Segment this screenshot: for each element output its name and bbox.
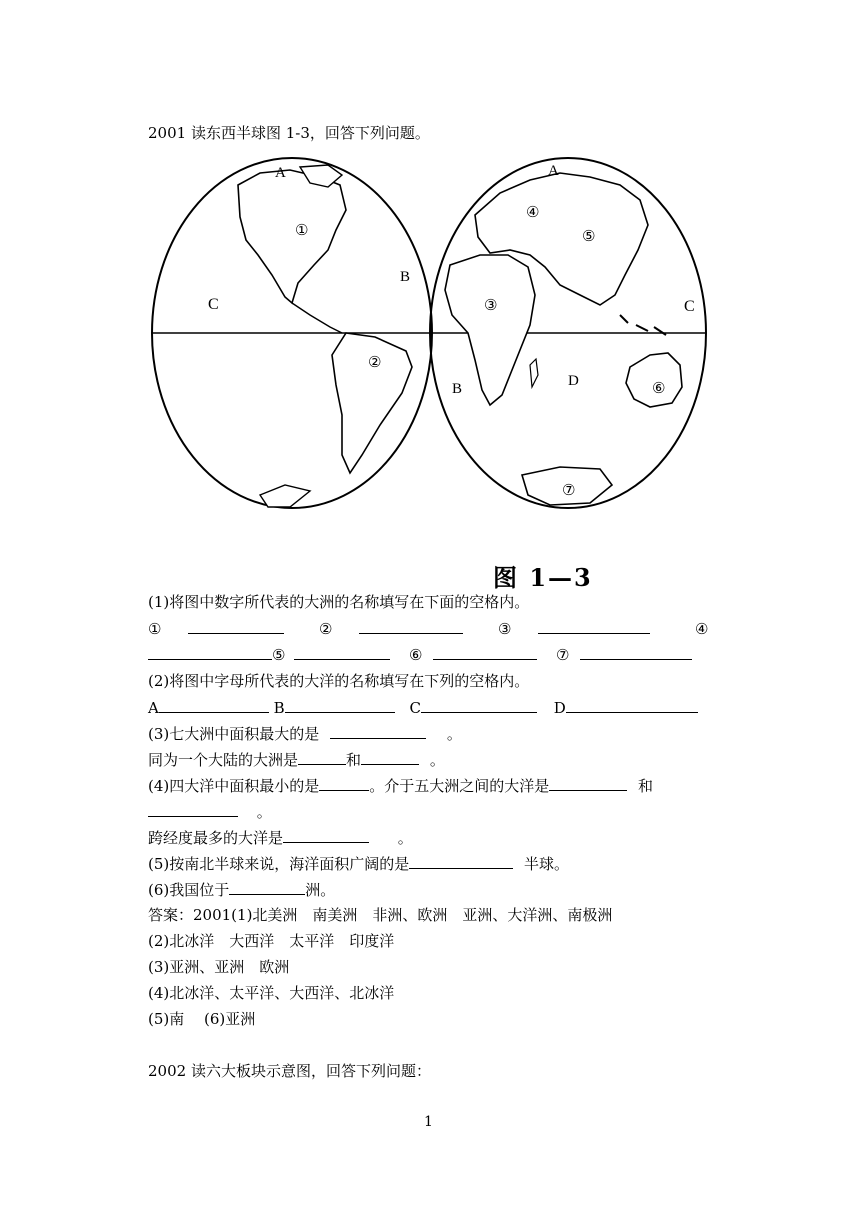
q6-text-a: (6)我国位于 bbox=[148, 881, 230, 899]
q4-line3 bbox=[148, 828, 413, 847]
blank-q4-1[interactable] bbox=[319, 776, 369, 791]
q1-num-2: ② bbox=[319, 620, 333, 638]
map-label-west-c: C bbox=[208, 296, 219, 313]
blank-q3-1[interactable] bbox=[330, 724, 426, 739]
q4-line2 bbox=[148, 802, 272, 821]
map-label-west-b: B bbox=[400, 269, 411, 285]
next-question: 2002 读六大板块示意图，回答下列问题： bbox=[148, 1062, 431, 1080]
blank-5[interactable] bbox=[294, 645, 390, 660]
hemisphere-map bbox=[150, 155, 720, 525]
blank-q6[interactable] bbox=[229, 880, 305, 895]
q1-num-6: ⑥ bbox=[409, 646, 423, 664]
q4-line1 bbox=[148, 776, 710, 795]
q2-label-c: C bbox=[409, 699, 421, 717]
blank-3[interactable] bbox=[538, 619, 650, 634]
q3-text-end: 。 bbox=[446, 725, 462, 743]
blank-q4-3[interactable] bbox=[148, 802, 238, 817]
q2-label-b: B bbox=[273, 699, 285, 717]
q3-line1 bbox=[148, 724, 462, 743]
map-label-east-a: A bbox=[548, 163, 559, 179]
q3-line2 bbox=[148, 750, 445, 769]
map-label-2: ② bbox=[368, 353, 382, 371]
madagascar-shape bbox=[530, 359, 538, 387]
blank-d[interactable] bbox=[566, 698, 698, 713]
q1-num-4: ④ bbox=[695, 620, 709, 638]
q1-row1 bbox=[148, 619, 710, 638]
q4-text-end: 。 bbox=[256, 803, 272, 821]
q6-line bbox=[148, 880, 335, 899]
q1-num-5: ⑤ bbox=[272, 646, 286, 664]
q2-prompt: (2)将图中字母所代表的大洋的名称填写在下列的空格内。 bbox=[148, 672, 530, 690]
q5-line bbox=[148, 854, 569, 873]
map-label-east-b: B bbox=[452, 381, 463, 397]
answer-line-1: 答案：2001(1)北美洲 南美洲 非洲、欧洲 亚洲、大洋洲、南极洲 bbox=[148, 906, 613, 924]
southeast-asia-islands bbox=[620, 315, 666, 335]
map-label-6: ⑥ bbox=[652, 379, 666, 397]
blank-q3-3[interactable] bbox=[361, 750, 419, 765]
blank-2[interactable] bbox=[359, 619, 463, 634]
q1-prompt: (1)将图中数字所代表的大洲的名称填写在下面的空格内。 bbox=[148, 593, 530, 611]
q4-text-a: (4)四大洋中面积最小的是 bbox=[148, 777, 320, 795]
q2-label-a: A bbox=[148, 699, 159, 717]
q6-text-b: 洲。 bbox=[305, 881, 336, 899]
q1-row2 bbox=[148, 645, 692, 664]
q3-text-a: (3)七大洲中面积最大的是 bbox=[148, 725, 320, 743]
q3-text-end2: 。 bbox=[429, 751, 445, 769]
answer-line-4: (4)北冰洋、太平洋、大西洋、北冰洋 bbox=[148, 984, 395, 1002]
answer-line-2: (2)北冰洋 大西洋 太平洋 印度洋 bbox=[148, 932, 395, 950]
q5-text-a: (5)按南北半球来说，海洋面积广阔的是 bbox=[148, 855, 410, 873]
q4-text-b: 。介于五大洲之间的大洋是 bbox=[369, 777, 550, 795]
map-label-3: ③ bbox=[484, 296, 498, 314]
map-label-west-a: A bbox=[275, 165, 286, 181]
map-label-7: ⑦ bbox=[562, 481, 576, 499]
blank-1[interactable] bbox=[188, 619, 284, 634]
map-label-1: ① bbox=[295, 221, 309, 239]
blank-q4-4[interactable] bbox=[283, 828, 369, 843]
answer-line-3: (3)亚洲、亚洲 欧洲 bbox=[148, 958, 290, 976]
q3-text-c: 和 bbox=[346, 751, 362, 769]
figure-caption: 图 1—3 bbox=[493, 563, 593, 592]
question-intro: 2001 读东西半球图 1-3，回答下列问题。 bbox=[148, 124, 430, 142]
q2-row bbox=[148, 698, 698, 717]
blank-4[interactable] bbox=[148, 645, 272, 660]
q3-text-b: 同为一个大陆的大洲是 bbox=[148, 751, 299, 769]
answer-line-5: (5)南 (6)亚洲 bbox=[148, 1010, 256, 1028]
q1-num-1: ① bbox=[148, 620, 162, 638]
map-label-5: ⑤ bbox=[582, 227, 596, 245]
map-label-east-c: C bbox=[684, 298, 695, 315]
page-number: 1 bbox=[424, 1114, 433, 1130]
q4-text-d: 跨经度最多的大洋是 bbox=[148, 829, 284, 847]
map-label-4: ④ bbox=[526, 203, 540, 221]
blank-q5[interactable] bbox=[409, 854, 513, 869]
blank-q3-2[interactable] bbox=[298, 750, 346, 765]
q5-text-b: 半球。 bbox=[524, 855, 570, 873]
blank-b[interactable] bbox=[285, 698, 395, 713]
q4-text-c: 和 bbox=[638, 777, 654, 795]
q1-num-3: ③ bbox=[498, 620, 512, 638]
q1-num-7: ⑦ bbox=[556, 646, 570, 664]
antarctica-west-shape bbox=[260, 485, 310, 507]
blank-q4-2[interactable] bbox=[549, 776, 627, 791]
map-label-east-d: D bbox=[568, 373, 579, 389]
blank-a[interactable] bbox=[159, 698, 269, 713]
q4-text-end2: 。 bbox=[397, 829, 413, 847]
blank-7[interactable] bbox=[580, 645, 692, 660]
q2-label-d: D bbox=[553, 699, 566, 717]
blank-c[interactable] bbox=[421, 698, 537, 713]
central-america-shape bbox=[292, 303, 342, 333]
north-america-shape bbox=[238, 170, 346, 303]
blank-6[interactable] bbox=[433, 645, 537, 660]
